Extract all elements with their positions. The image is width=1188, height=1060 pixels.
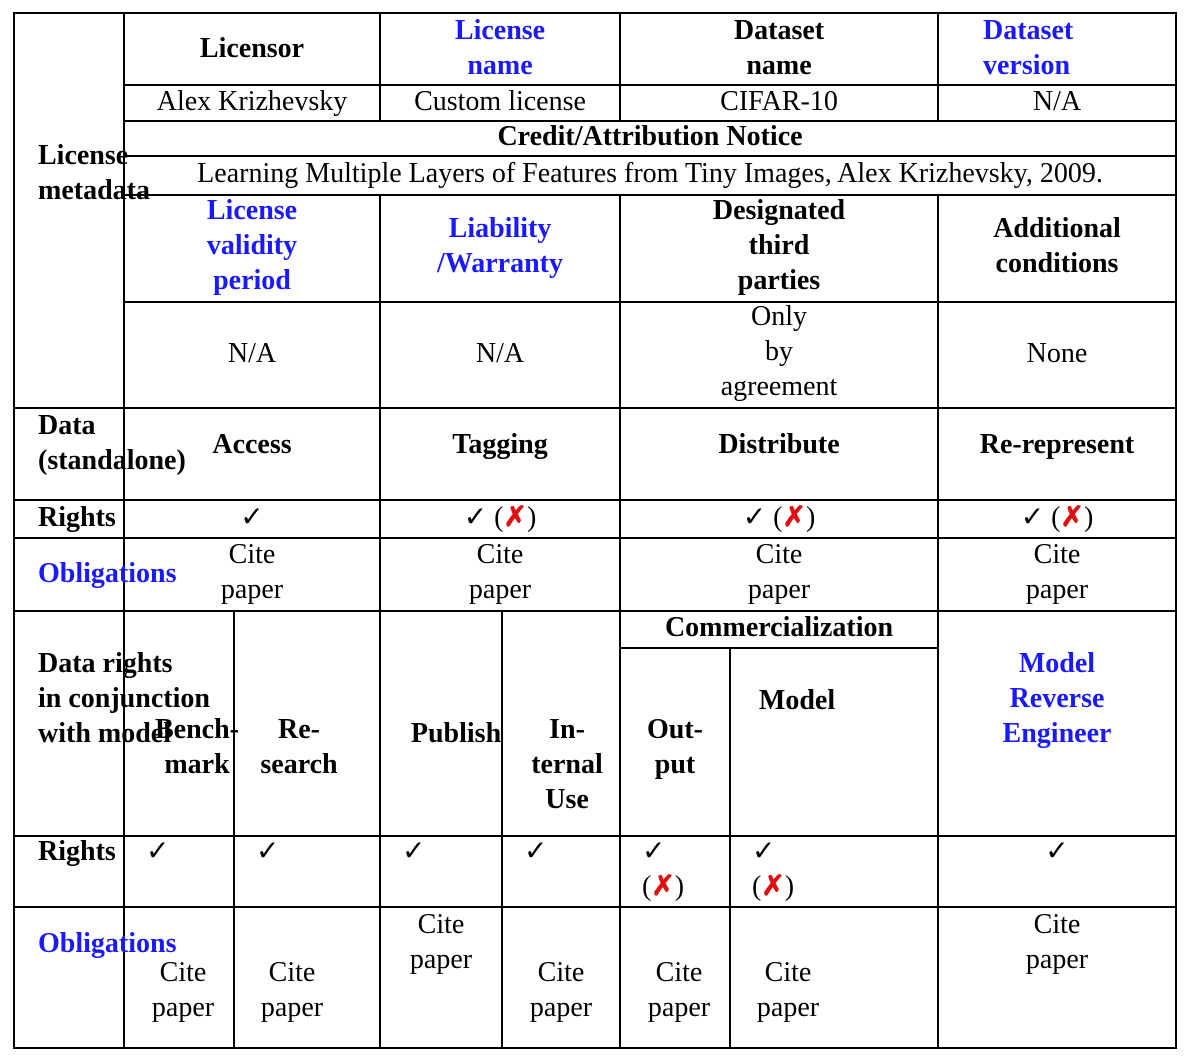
rights-model (752, 834, 775, 869)
header-license-name: License name (454, 15, 546, 81)
header-model: Model (758, 685, 836, 716)
cross-mark: ✗ (503, 502, 527, 533)
rights-access (240, 500, 263, 535)
check-mark: ✓ (256, 836, 280, 867)
header-internal-use: In- ternal Use (531, 714, 603, 815)
paren-close: ) (805, 502, 816, 533)
header-commercialization: Commercialization (664, 612, 894, 643)
cross-mark: ✗ (651, 871, 675, 902)
header-re-represent: Re-represent (979, 429, 1135, 460)
section-label-data-standalone: Data (standalone) (38, 410, 186, 476)
rights-output-restriction (642, 869, 684, 904)
check-mark: ✓ (742, 502, 767, 533)
value-dataset-version: N/A (1032, 86, 1082, 117)
rights-tagging (464, 500, 537, 535)
value-licensor: Alex Krizhevsky (156, 86, 348, 117)
obligation-research: Cite paper (260, 957, 324, 1023)
check-mark: ✓ (1045, 836, 1069, 867)
rights-benchmark (146, 834, 169, 869)
value-third-parties: Only by agreement (720, 301, 838, 402)
value-dataset-name: CIFAR-10 (720, 86, 838, 117)
rights-model-reverse-engineer (1045, 834, 1068, 869)
check-mark: ✓ (1020, 502, 1045, 533)
paren-open: ( (1051, 502, 1061, 533)
value-validity-period: N/A (227, 338, 277, 369)
rights-research (256, 834, 279, 869)
obligation-model: Cite paper (756, 957, 820, 1023)
cross-mark: ✗ (761, 871, 785, 902)
value-liability-warranty: N/A (475, 338, 525, 369)
section-label-license-metadata: License metadata (38, 140, 150, 206)
rights-internal-use (524, 834, 547, 869)
paren-close: ) (784, 871, 795, 902)
obligation-benchmark: Cite paper (151, 957, 215, 1023)
header-liability-warranty: Liability /Warranty (437, 213, 563, 279)
obligation-re-represent: Cite paper (1025, 539, 1089, 605)
rights-label-model: Rights (38, 836, 116, 867)
header-research: Re- search (260, 714, 338, 780)
value-additional-conditions: None (1026, 338, 1088, 369)
rights-output (642, 834, 665, 869)
obligation-access: Cite paper (220, 539, 284, 605)
check-mark: ✓ (463, 502, 488, 533)
obligation-output: Cite paper (647, 957, 711, 1023)
rights-label-standalone: Rights (38, 502, 116, 533)
check-mark: ✓ (146, 836, 170, 867)
obligations-label-standalone: Obligations (38, 558, 177, 589)
rights-re-represent (1021, 500, 1094, 535)
paren-open: ( (752, 871, 762, 902)
header-validity-period: License validity period (206, 195, 298, 296)
rights-distribute (743, 500, 816, 535)
paren-close: ) (526, 502, 537, 533)
header-output: Out- put (647, 714, 703, 780)
section-label-data-with-model: Data rights in conjunction with model (38, 648, 210, 749)
credit-text: Learning Multiple Layers of Features from Tiny Images, Alex Krizhevsky, 2009. (197, 158, 1103, 189)
check-mark: ✓ (402, 836, 426, 867)
header-tagging: Tagging (452, 429, 548, 460)
header-dataset-name: Dataset name (733, 15, 825, 81)
obligation-tagging: Cite paper (468, 539, 532, 605)
header-access: Access (212, 429, 292, 460)
header-benchmark: Bench- mark (155, 714, 239, 780)
obligation-internal-use: Cite paper (529, 957, 593, 1023)
obligations-label-model: Obligations (38, 928, 177, 959)
header-publish: Publish (410, 718, 502, 749)
check-mark: ✓ (524, 836, 548, 867)
obligation-distribute: Cite paper (747, 539, 811, 605)
paren-close: ) (1083, 502, 1094, 533)
credit-label: Credit/Attribution Notice (497, 121, 803, 152)
rights-publish (402, 834, 425, 869)
paren-open: ( (642, 871, 652, 902)
header-licensor: Licensor (199, 33, 305, 64)
paren-close: ) (674, 871, 685, 902)
obligation-publish: Cite paper (409, 909, 473, 975)
header-model-reverse-engineer: Model Reverse Engineer (1002, 648, 1112, 749)
check-mark: ✓ (752, 836, 776, 867)
paren-open: ( (773, 502, 783, 533)
obligation-model-reverse-engineer: Cite paper (1025, 909, 1089, 975)
header-additional-conditions: Additional conditions (993, 213, 1121, 279)
value-license-name: Custom license (414, 86, 586, 117)
paren-open: ( (494, 502, 504, 533)
header-third-parties: Designated third parties (712, 195, 846, 296)
rights-model-restriction (752, 869, 794, 904)
cross-mark: ✗ (782, 502, 806, 533)
check-mark: ✓ (642, 836, 666, 867)
cross-mark: ✗ (1060, 502, 1084, 533)
header-distribute: Distribute (718, 429, 840, 460)
check-mark: ✓ (240, 502, 264, 533)
header-dataset-version: Dataset version (983, 15, 1074, 81)
